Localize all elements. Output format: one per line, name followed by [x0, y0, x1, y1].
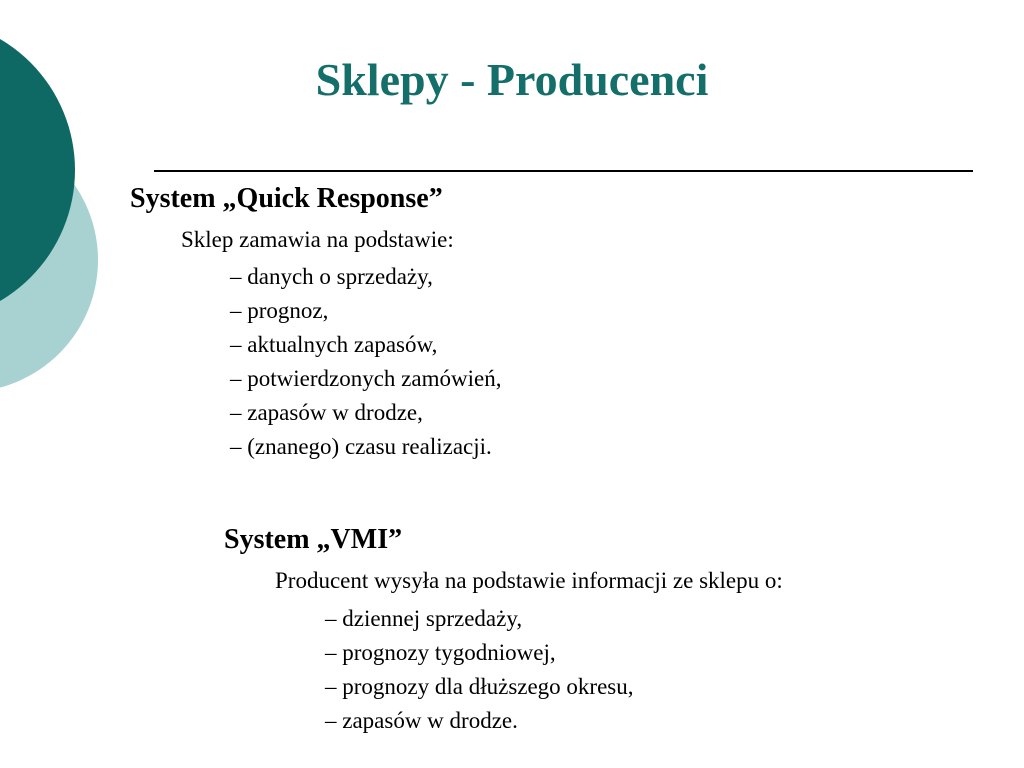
vmi-intro: Producent wysyła na podstawie informacji ze sklepu o:	[275, 568, 783, 593]
quick-response-item: – danych o sprzedaży,	[230, 264, 433, 289]
vmi-item: – prognozy dla dłuższego okresu,	[325, 674, 634, 699]
vmi-item: – zapasów w drodze.	[325, 708, 518, 733]
slide-title: Sklepy - Producenci	[315, 54, 709, 105]
vmi-item: – prognozy tygodniowej,	[325, 640, 556, 665]
quick-response-item: – potwierdzonych zamówień,	[230, 366, 502, 391]
quick-response-intro: Sklep zamawia na podstawie:	[181, 227, 454, 252]
vmi-item: – dziennej sprzedaży,	[325, 606, 523, 631]
quick-response-item: – aktualnych zapasów,	[230, 332, 438, 357]
quick-response-item: – (znanego) czasu realizacji.	[230, 434, 492, 459]
quick-response-item: – zapasów w drodze,	[230, 400, 423, 425]
vmi-heading: System „VMI”	[224, 524, 403, 555]
quick-response-item: – prognoz,	[230, 298, 329, 323]
title-divider	[154, 170, 973, 172]
quick-response-heading: System „Quick Response”	[130, 183, 443, 214]
